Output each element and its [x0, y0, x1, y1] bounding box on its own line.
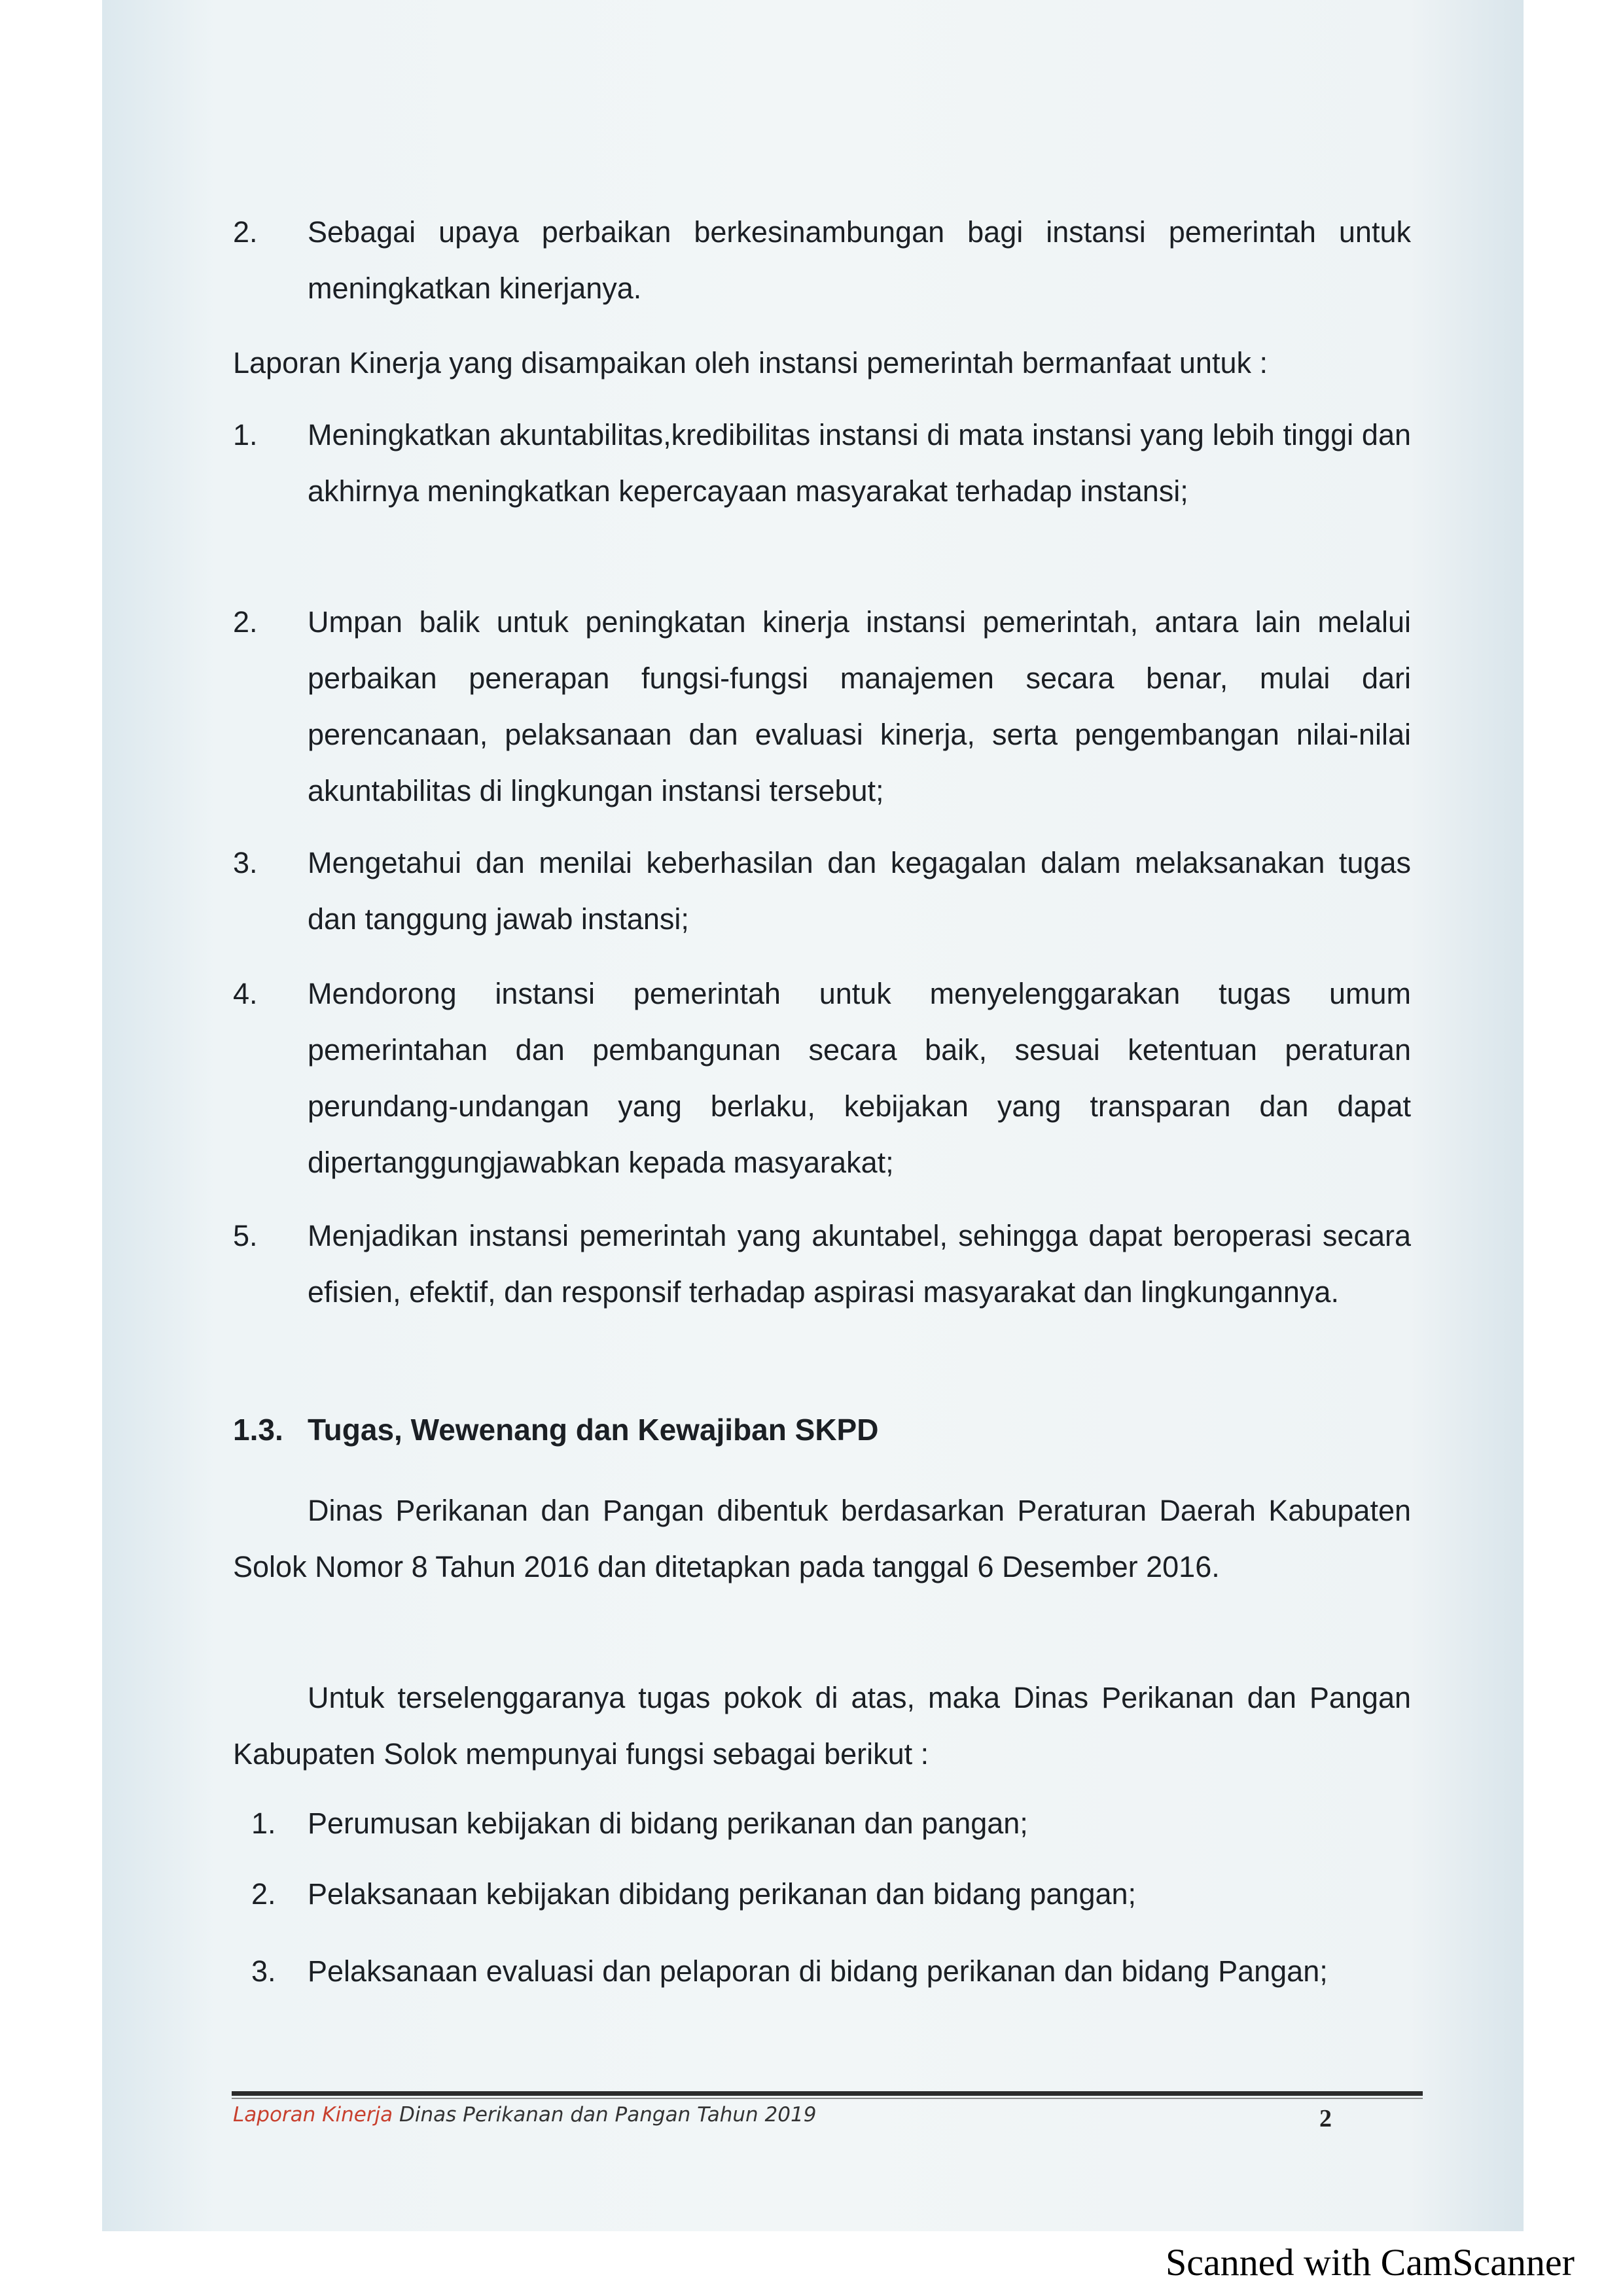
- list-item: [233, 1943, 1411, 2000]
- list-item: [233, 835, 1411, 947]
- section-title: Tugas, Wewenang dan Kewajiban SKPD: [308, 1413, 879, 1447]
- list-item: [233, 966, 1411, 1191]
- list-item: [233, 594, 1411, 819]
- footer-rule-thin: [232, 2098, 1423, 2099]
- list-item-number: 5.: [233, 1219, 258, 1252]
- list-item-number: 1.: [233, 418, 258, 451]
- list-item-text: Mendorong instansi pemerintah untuk menyelenggarakan tugas umum pemerintahan dan pembangunan secara baik, sesuai ketentuan peraturan perundang-undangan yang berlaku, kebijakan yang transparan dan dapat dipertanggungjawabkan kepada masyarakat;: [308, 977, 1411, 1179]
- list-item-number: 3.: [233, 846, 258, 879]
- list-item-text: Pelaksanaan kebijakan dibidang perikanan dan bidang pangan;: [308, 1877, 1137, 1911]
- list-item-text: Mengetahui dan menilai keberhasilan dan kegagalan dalam melaksanakan tugas dan tanggung jawab instansi;: [308, 846, 1411, 936]
- section-paragraph: Untuk terselenggaranya tugas pokok di atas, maka Dinas Perikanan dan Pangan Kabupaten Solok mempunyai fungsi sebagai berikut :: [233, 1681, 1411, 1771]
- list-item-number: 3.: [251, 1954, 276, 1988]
- list-item-number: 4.: [233, 977, 258, 1010]
- list-item: [233, 407, 1411, 520]
- list-item: [233, 1208, 1411, 1320]
- list-item-number: 1.: [251, 1807, 276, 1840]
- list-item-text: Pelaksanaan evaluasi dan pelaporan di bidang perikanan dan bidang Pangan;: [308, 1954, 1328, 1988]
- list-item-number: 2.: [233, 215, 258, 249]
- list-item-text: Meningkatkan akuntabilitas,kredibilitas instansi di mata instansi yang lebih tinggi dan akhirnya meningkatkan kepercayaan masyarakat terhadap instansi;: [308, 418, 1411, 508]
- page-number: 2: [1319, 2105, 1332, 2132]
- list-item-text: Perumusan kebijakan di bidang perikanan dan pangan;: [308, 1807, 1028, 1840]
- footer-report-title: Laporan Kinerja: [233, 2103, 393, 2127]
- list-item: [233, 1866, 1411, 1922]
- scanner-watermark: Scanned with CamScanner: [1166, 2241, 1575, 2284]
- list-item: [233, 204, 1411, 317]
- list-item-text: Umpan balik untuk peningkatan kinerja instansi pemerintah, antara lain melalui perbaikan penerapan fungsi-fungsi manajemen secara benar, mulai dari perencanaan, pelaksanaan dan evaluasi kinerja, serta pengembangan nilai-nilai akuntabilitas di lingkungan instansi tersebut;: [308, 605, 1411, 807]
- list-item-text: Menjadikan instansi pemerintah yang akuntabel, sehingga dapat beroperasi secara efisien, efektif, dan responsif terhadap aspirasi masyarakat dan lingkungannya.: [308, 1219, 1411, 1309]
- list-item: [233, 1795, 1411, 1852]
- benefit-intro: Laporan Kinerja yang disampaikan oleh instansi pemerintah bermanfaat untuk :: [233, 346, 1268, 380]
- list-item-number: 2.: [233, 605, 258, 639]
- section-number: 1.3.: [233, 1413, 283, 1447]
- section-paragraph: Dinas Perikanan dan Pangan dibentuk berdasarkan Peraturan Daerah Kabupaten Solok Nomor 8 Tahun 2016 dan ditetapkan pada tanggal 6 Desember 2016.: [233, 1494, 1411, 1583]
- section-heading: [233, 1412, 878, 1447]
- footer-rule: [232, 2091, 1423, 2096]
- footer-agency-year: Dinas Perikanan dan Pangan Tahun 2019: [393, 2103, 817, 2127]
- list-item-text: Sebagai upaya perbaikan berkesinambungan bagi instansi pemerintah untuk meningkatkan kinerjanya.: [308, 215, 1411, 305]
- page-footer: [233, 2103, 816, 2127]
- list-item-number: 2.: [251, 1877, 276, 1911]
